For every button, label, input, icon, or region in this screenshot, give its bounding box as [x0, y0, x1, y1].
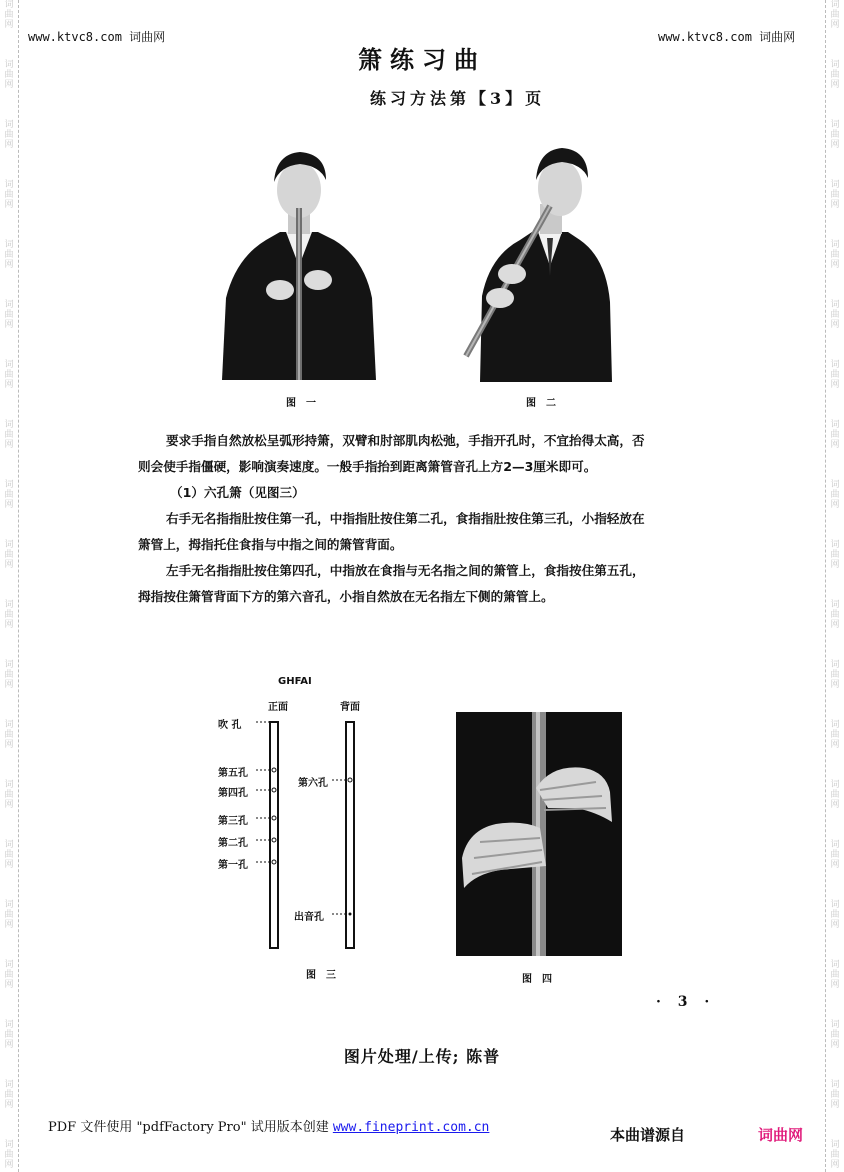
section-heading: （1）六孔箫（见图三） — [170, 485, 305, 500]
side-watermark: 词 曲 网 — [830, 840, 840, 870]
figure-4-photo — [456, 712, 622, 956]
hole-label-1: 第一孔 — [218, 860, 248, 871]
side-watermark: 词 曲 网 — [4, 960, 14, 990]
side-watermark: 词 曲 网 — [4, 300, 14, 330]
side-watermark: 词 曲 网 — [830, 600, 840, 630]
figure-2-photo — [460, 146, 614, 382]
side-watermark: 词 曲 网 — [830, 960, 840, 990]
paragraph-2-line-2: 箫管上，拇指托住食指与中指之间的箫管背面。 — [138, 537, 403, 552]
side-watermark: 词 曲 网 — [4, 720, 14, 750]
side-watermark: 词 曲 网 — [4, 0, 14, 30]
side-watermark: 词 曲 网 — [4, 1080, 14, 1110]
side-watermark: 词 曲 网 — [4, 840, 14, 870]
side-watermark: 词 曲 网 — [830, 1020, 840, 1050]
pdf-footer — [48, 1116, 489, 1135]
left-watermark-strip — [0, 0, 19, 1172]
side-watermark: 词 曲 网 — [830, 660, 840, 690]
side-watermark: 词 曲 网 — [830, 900, 840, 930]
side-watermark: 词 曲 网 — [830, 780, 840, 810]
side-watermark: 词 曲 网 — [830, 180, 840, 210]
source-label: 本曲谱源自 — [610, 1126, 686, 1144]
side-watermark: 词 曲 网 — [830, 1140, 840, 1170]
side-watermark: 词 曲 网 — [4, 240, 14, 270]
hole-label-blow: 吹 孔 — [218, 720, 242, 731]
header-url-right[interactable]: www.ktvc8.com 词曲网 — [658, 30, 796, 44]
side-watermark: 词 曲 网 — [830, 720, 840, 750]
side-watermark: 词 曲 网 — [830, 540, 840, 570]
side-watermark: 词 曲 网 — [830, 0, 840, 30]
side-watermark: 词 曲 网 — [4, 120, 14, 150]
side-watermark: 词 曲 网 — [4, 900, 14, 930]
side-watermark: 词 曲 网 — [830, 300, 840, 330]
page-title: 箫练习曲 — [358, 45, 486, 74]
brand-label[interactable]: 词曲网 — [758, 1126, 804, 1144]
side-watermark: 词 曲 网 — [4, 60, 14, 90]
fineprint-link[interactable]: www.fineprint.com.cn — [332, 1120, 490, 1135]
side-watermark: 词 曲 网 — [4, 360, 14, 390]
side-watermark: 词 曲 网 — [4, 540, 14, 570]
side-watermark: 词 曲 网 — [4, 180, 14, 210]
diagram-code: GHFAI — [278, 676, 312, 687]
hole-label-outlet: 出音孔 — [294, 912, 324, 923]
figure-1-caption: 图一 — [286, 398, 326, 409]
side-watermark: 词 曲 网 — [4, 600, 14, 630]
hole-label-6: 第六孔 — [298, 778, 328, 789]
hole-label-3: 第三孔 — [218, 816, 248, 827]
right-watermark-strip — [825, 0, 844, 1172]
diagram-front-label: 正面 — [268, 702, 288, 713]
page-subtitle: 练习方法第【3】页 — [370, 89, 546, 108]
hole-label-5: 第五孔 — [218, 768, 248, 779]
side-watermark: 词 曲 网 — [4, 780, 14, 810]
side-watermark: 词 曲 网 — [830, 120, 840, 150]
figure-2-caption: 图二 — [526, 398, 566, 409]
side-watermark: 词 曲 网 — [830, 240, 840, 270]
figure-3-caption: 图三 — [306, 970, 346, 981]
page-number: · 3 · — [656, 994, 716, 1010]
paragraph-1-line-2: 则会使手指僵硬，影响演奏速度。一般手指抬到距离箫管音孔上方2—3厘米即可。 — [138, 459, 597, 474]
hole-label-4: 第四孔 — [218, 788, 248, 799]
paragraph-3-line-2: 拇指按住箫管背面下方的第六音孔，小指自然放在无名指左下侧的箫管上。 — [138, 589, 554, 604]
figure-4-caption: 图四 — [522, 974, 562, 985]
side-watermark: 词 曲 网 — [4, 1020, 14, 1050]
paragraph-2-line-1: 右手无名指指肚按住第一孔，中指指肚按住第二孔，食指指肚按住第三孔，小指轻放在 — [166, 511, 645, 526]
side-watermark: 词 曲 网 — [830, 60, 840, 90]
paragraph-3-line-1: 左手无名指指肚按住第四孔，中指放在食指与无名指之间的箫管上，食指按住第五孔， — [166, 563, 645, 578]
side-watermark: 词 曲 网 — [4, 420, 14, 450]
pdf-footer-text: PDF 文件使用 "pdfFactory Pro" 试用版本创建 — [48, 1120, 333, 1135]
side-watermark: 词 曲 网 — [830, 1080, 840, 1110]
side-watermark: 词 曲 网 — [4, 660, 14, 690]
side-watermark: 词 曲 网 — [830, 360, 840, 390]
flute-hole-diagram — [212, 672, 382, 962]
figure-1-photo — [222, 148, 376, 380]
side-watermark: 词 曲 网 — [830, 420, 840, 450]
side-watermark: 词 曲 网 — [830, 480, 840, 510]
upload-credit: 图片处理/上传; 陈普 — [343, 1047, 501, 1066]
paragraph-1-line-1: 要求手指自然放松呈弧形持箫，双臂和肘部肌肉松弛，手指开孔时，不宜抬得太高，否 — [166, 433, 645, 448]
diagram-back-label: 背面 — [340, 702, 360, 713]
side-watermark: 词 曲 网 — [4, 1140, 14, 1170]
hole-label-2: 第二孔 — [218, 838, 248, 849]
header-url-left[interactable]: www.ktvc8.com 词曲网 — [28, 30, 166, 44]
side-watermark: 词 曲 网 — [4, 480, 14, 510]
